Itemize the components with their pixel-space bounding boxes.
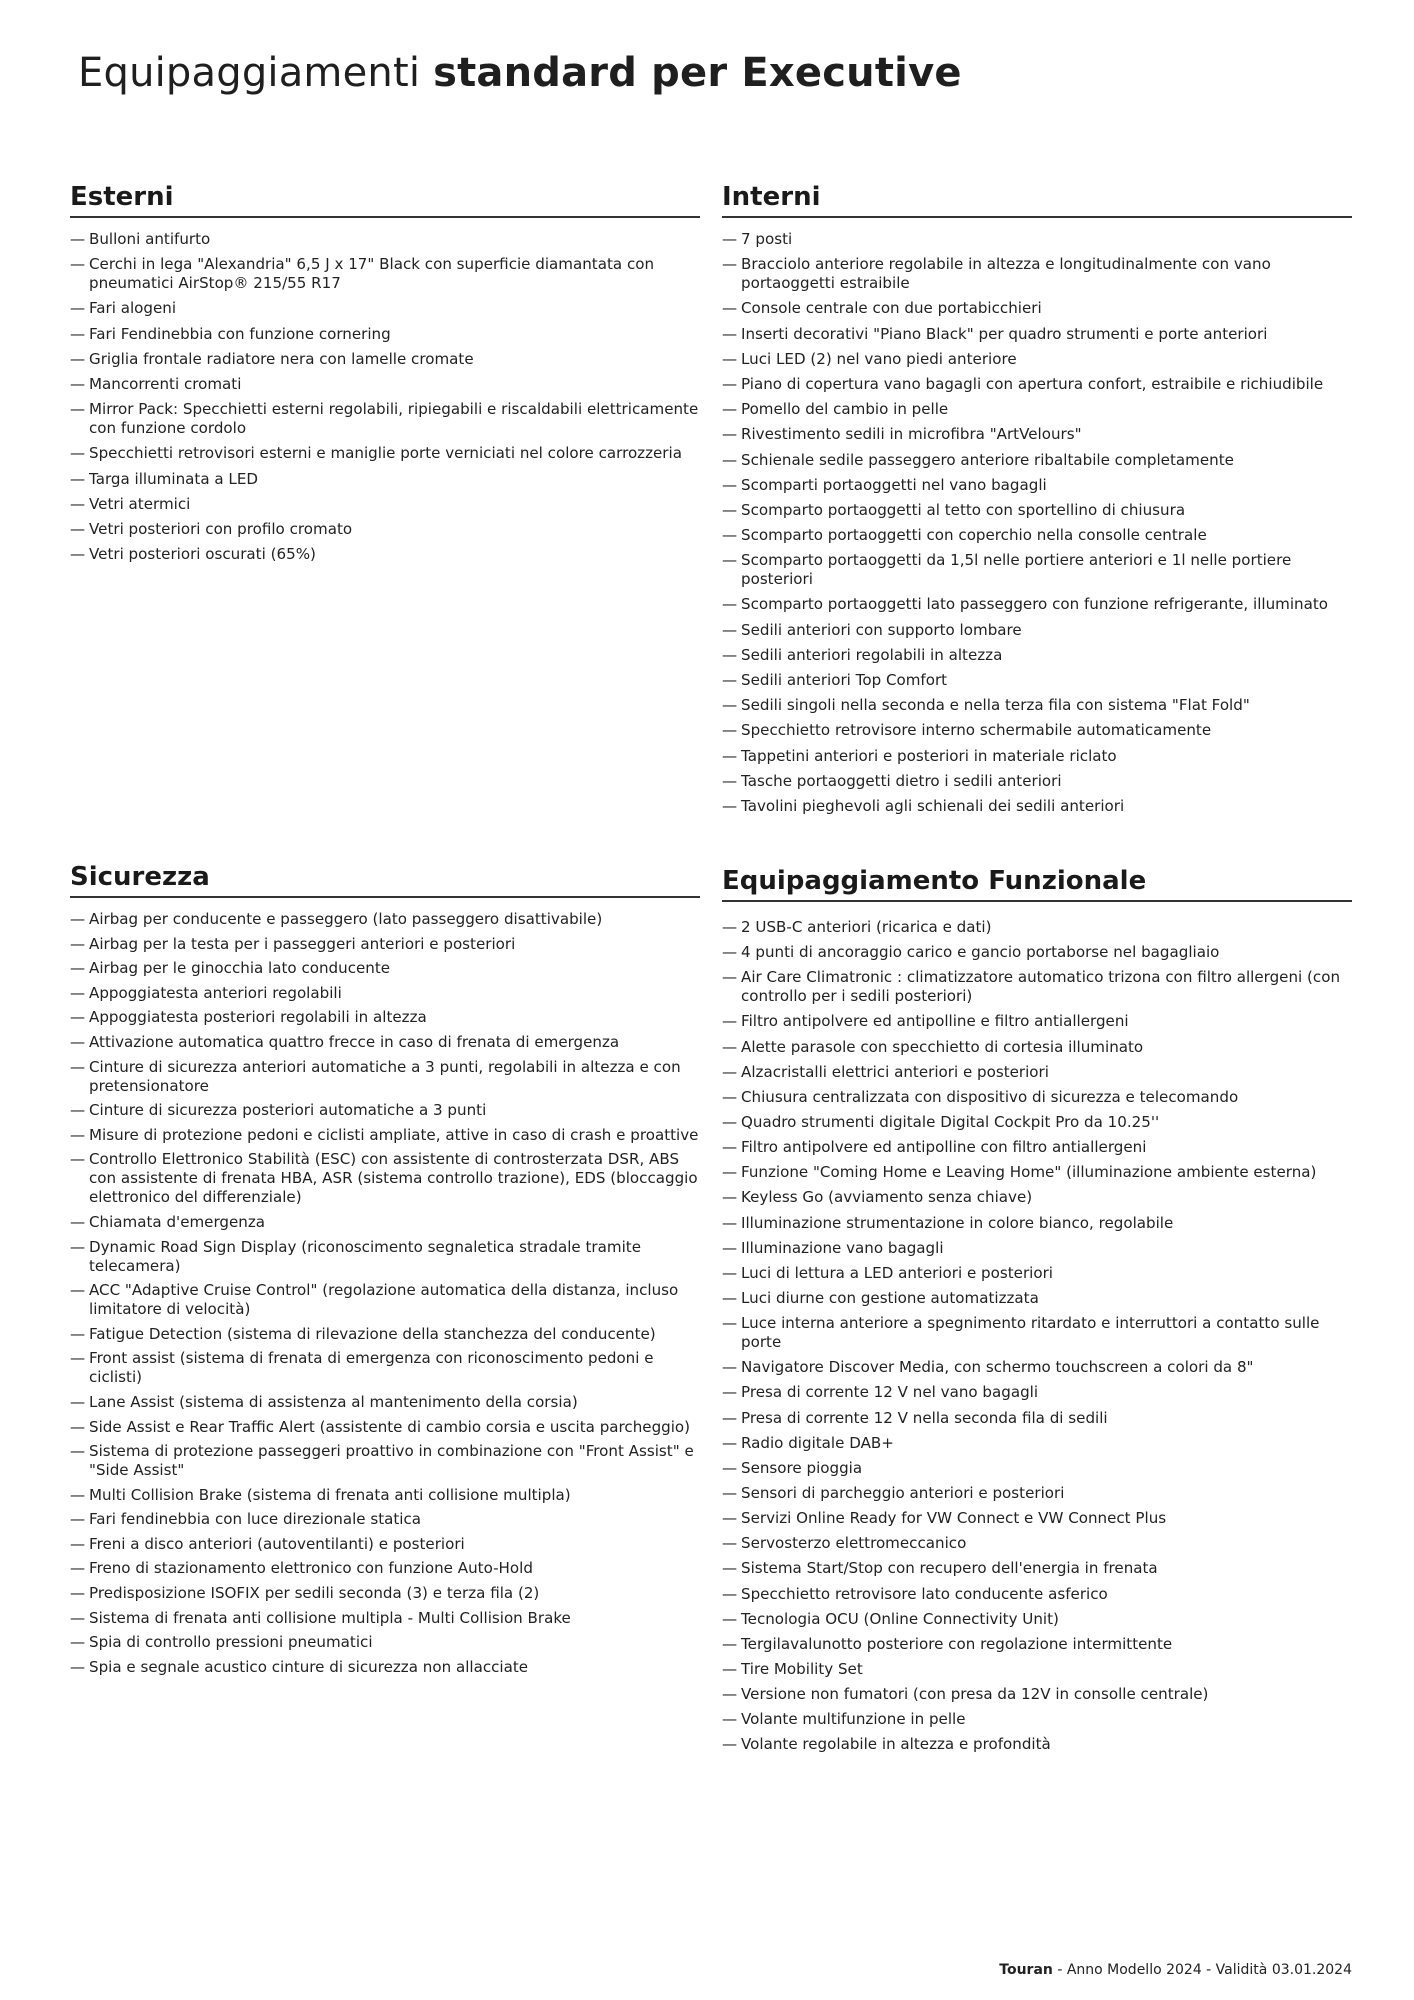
- list-item: — Funzione "Coming Home e Leaving Home" (illuminazione ambiente esterna): [722, 1163, 1352, 1182]
- list-item: — Illuminazione vano bagagli: [722, 1239, 1352, 1258]
- list-item: — Luce interna anteriore a spegnimento ritardato e interruttori a contatto sulle porte: [722, 1314, 1352, 1352]
- list-item: — Versione non fumatori (con presa da 12V in consolle centrale): [722, 1685, 1352, 1704]
- list-item: — Air Care Climatronic : climatizzatore automatico trizona con filtro allergeni (con controllo per i sedili posteriori): [722, 968, 1352, 1006]
- list-item: — Console centrale con due portabicchieri: [722, 299, 1352, 318]
- footer-model: Touran: [999, 1962, 1053, 1978]
- list-item: — Fari alogeni: [70, 299, 700, 318]
- list-item: — Airbag per le ginocchia lato conducente: [70, 959, 700, 978]
- list-item: — Tasche portaoggetti dietro i sedili anteriori: [722, 772, 1352, 791]
- list-item: — Airbag per conducente e passeggero (lato passeggero disattivabile): [70, 910, 700, 929]
- list-item: — Griglia frontale radiatore nera con lamelle cromate: [70, 350, 700, 369]
- list-item: — Luci diurne con gestione automatizzata: [722, 1289, 1352, 1308]
- list-item: — Volante regolabile in altezza e profondità: [722, 1735, 1352, 1754]
- section-equipaggiamento-funzionale: [722, 866, 1352, 1761]
- list-item: — Servizi Online Ready for VW Connect e VW Connect Plus: [722, 1509, 1352, 1528]
- list-item: — Attivazione automatica quattro frecce in caso di frenata di emergenza: [70, 1033, 700, 1052]
- list-item: — Lane Assist (sistema di assistenza al mantenimento della corsia): [70, 1393, 700, 1412]
- page-title-light: Equipaggiamenti: [78, 50, 434, 96]
- item-list: [722, 230, 1352, 816]
- list-item: — Targa illuminata a LED: [70, 470, 700, 489]
- list-item: — Spia e segnale acustico cinture di sicurezza non allacciate: [70, 1658, 700, 1677]
- list-item: — Inserti decorativi "Piano Black" per quadro strumenti e porte anteriori: [722, 325, 1352, 344]
- list-item: — Appoggiatesta anteriori regolabili: [70, 984, 700, 1003]
- list-item: — Cinture di sicurezza posteriori automatiche a 3 punti: [70, 1101, 700, 1120]
- list-item: — Bulloni antifurto: [70, 230, 700, 249]
- list-item: — Airbag per la testa per i passeggeri anteriori e posteriori: [70, 935, 700, 954]
- list-item: — Scomparto portaoggetti da 1,5l nelle portiere anteriori e 1l nelle portiere posteriori: [722, 551, 1352, 589]
- list-item: — Illuminazione strumentazione in colore bianco, regolabile: [722, 1214, 1352, 1233]
- list-item: — Sistema Start/Stop con recupero dell'energia in frenata: [722, 1559, 1352, 1578]
- list-item: — Vetri posteriori oscurati (65%): [70, 545, 700, 564]
- list-item: — Misure di protezione pedoni e ciclisti ampliate, attive in caso di crash e proattive: [70, 1126, 700, 1145]
- section-interni: [722, 182, 1352, 822]
- list-item: — Keyless Go (avviamento senza chiave): [722, 1188, 1352, 1207]
- list-item: — Filtro antipolvere ed antipolline con filtro antiallergeni: [722, 1138, 1352, 1157]
- list-item: — Scomparti portaoggetti nel vano bagagli: [722, 476, 1352, 495]
- section-heading: [70, 182, 700, 218]
- list-item: — Rivestimento sedili in microfibra "ArtVelours": [722, 425, 1352, 444]
- section-esterni: [70, 182, 700, 570]
- list-item: — 4 punti di ancoraggio carico e gancio portaborse nel bagagliaio: [722, 943, 1352, 962]
- section-heading: [722, 866, 1352, 902]
- list-item: — Scomparto portaoggetti al tetto con sportellino di chiusura: [722, 501, 1352, 520]
- list-item: — Mancorrenti cromati: [70, 375, 700, 394]
- list-item: — 2 USB-C anteriori (ricarica e dati): [722, 918, 1352, 937]
- list-item: — Sistema di frenata anti collisione multipla - Multi Collision Brake: [70, 1609, 700, 1628]
- list-item: — Alette parasole con specchietto di cortesia illuminato: [722, 1038, 1352, 1057]
- list-item: — Front assist (sistema di frenata di emergenza con riconoscimento pedoni e ciclisti): [70, 1349, 700, 1387]
- list-item: — Sedili singoli nella seconda e nella terza fila con sistema "Flat Fold": [722, 696, 1352, 715]
- list-item: — Mirror Pack: Specchietti esterni regolabili, ripiegabili e riscaldabili elettricamente con funzione cordolo: [70, 400, 700, 438]
- list-item: — Navigatore Discover Media, con schermo touchscreen a colori da 8": [722, 1358, 1352, 1377]
- list-item: — Tecnologia OCU (Online Connectivity Unit): [722, 1610, 1352, 1629]
- list-item: — Sensore pioggia: [722, 1459, 1352, 1478]
- list-item: — Dynamic Road Sign Display (riconoscimento segnaletica stradale tramite telecamera): [70, 1238, 700, 1276]
- list-item: — Luci LED (2) nel vano piedi anteriore: [722, 350, 1352, 369]
- section-heading-text: Interni: [722, 182, 821, 212]
- list-item: — Bracciolo anteriore regolabile in altezza e longitudinalmente con vano portaoggetti estraibile: [722, 255, 1352, 293]
- page-title-bold: standard per Executive: [433, 50, 962, 96]
- list-item: — Alzacristalli elettrici anteriori e posteriori: [722, 1063, 1352, 1082]
- list-item: — Specchietti retrovisori esterni e maniglie porte verniciati nel colore carrozzeria: [70, 444, 700, 463]
- list-item: — Schienale sedile passeggero anteriore ribaltabile completamente: [722, 451, 1352, 470]
- list-item: — Appoggiatesta posteriori regolabili in altezza: [70, 1008, 700, 1027]
- list-item: — Servosterzo elettromeccanico: [722, 1534, 1352, 1553]
- list-item: — Vetri atermici: [70, 495, 700, 514]
- list-item: — Sedili anteriori regolabili in altezza: [722, 646, 1352, 665]
- list-item: — Freni a disco anteriori (autoventilanti) e posteriori: [70, 1535, 700, 1554]
- footer-validity: - Anno Modello 2024 - Validità 03.01.2024: [1052, 1962, 1352, 1978]
- section-heading: [722, 182, 1352, 218]
- list-item: — Specchietto retrovisore interno schermabile automaticamente: [722, 721, 1352, 740]
- list-item: — Chiusura centralizzata con dispositivo di sicurezza e telecomando: [722, 1088, 1352, 1107]
- item-list: [70, 910, 700, 1677]
- list-item: — Freno di stazionamento elettronico con funzione Auto-Hold: [70, 1559, 700, 1578]
- page-title: [78, 50, 962, 96]
- section-heading: [70, 862, 700, 898]
- item-list: [722, 918, 1352, 1754]
- list-item: — Vetri posteriori con profilo cromato: [70, 520, 700, 539]
- list-item: — Sedili anteriori Top Comfort: [722, 671, 1352, 690]
- list-item: — Specchietto retrovisore lato conducente asferico: [722, 1585, 1352, 1604]
- list-item: — Filtro antipolvere ed antipolline e filtro antiallergeni: [722, 1012, 1352, 1031]
- list-item: — Fari Fendinebbia con funzione cornering: [70, 325, 700, 344]
- list-item: — Fari fendinebbia con luce direzionale statica: [70, 1510, 700, 1529]
- list-item: — Tappetini anteriori e posteriori in materiale riclato: [722, 747, 1352, 766]
- list-item: — Tavolini pieghevoli agli schienali dei sedili anteriori: [722, 797, 1352, 816]
- list-item: — Presa di corrente 12 V nel vano bagagli: [722, 1383, 1352, 1402]
- list-item: — Piano di copertura vano bagagli con apertura confort, estraibile e richiudibile: [722, 375, 1352, 394]
- list-item: — 7 posti: [722, 230, 1352, 249]
- section-heading-text: Equipaggiamento Funzionale: [722, 866, 1147, 896]
- list-item: — Scomparto portaoggetti lato passeggero con funzione refrigerante, illuminato: [722, 595, 1352, 614]
- list-item: — Tergilavalunotto posteriore con regolazione intermittente: [722, 1635, 1352, 1654]
- section-sicurezza: [70, 862, 700, 1682]
- list-item: — Predisposizione ISOFIX per sedili seconda (3) e terza fila (2): [70, 1584, 700, 1603]
- list-item: — Cinture di sicurezza anteriori automatiche a 3 punti, regolabili in altezza e con pretensionatore: [70, 1058, 700, 1096]
- footer: [999, 1962, 1352, 1978]
- list-item: — Fatigue Detection (sistema di rilevazione della stanchezza del conducente): [70, 1325, 700, 1344]
- list-item: — Spia di controllo pressioni pneumatici: [70, 1633, 700, 1652]
- list-item: — Multi Collision Brake (sistema di frenata anti collisione multipla): [70, 1486, 700, 1505]
- list-item: — Cerchi in lega "Alexandria" 6,5 J x 17" Black con superficie diamantata con pneumatici AirStop® 215/55 R17: [70, 255, 700, 293]
- list-item: — Radio digitale DAB+: [722, 1434, 1352, 1453]
- list-item: — Controllo Elettronico Stabilità (ESC) con assistente di controsterzata DSR, ABS con assistente di frenata HBA, ASR (sistema controllo trazione), EDS (bloccaggio elettronico del differenziale): [70, 1150, 700, 1207]
- list-item: — Sedili anteriori con supporto lombare: [722, 621, 1352, 640]
- list-item: — Sensori di parcheggio anteriori e posteriori: [722, 1484, 1352, 1503]
- list-item: — Quadro strumenti digitale Digital Cockpit Pro da 10.25'': [722, 1113, 1352, 1132]
- list-item: — Scomparto portaoggetti con coperchio nella consolle centrale: [722, 526, 1352, 545]
- section-heading-text: Esterni: [70, 182, 174, 212]
- list-item: — Tire Mobility Set: [722, 1660, 1352, 1679]
- list-item: — Sistema di protezione passeggeri proattivo in combinazione con "Front Assist" e "Side Assist": [70, 1442, 700, 1480]
- list-item: — Luci di lettura a LED anteriori e posteriori: [722, 1264, 1352, 1283]
- list-item: — Pomello del cambio in pelle: [722, 400, 1352, 419]
- list-item: — Presa di corrente 12 V nella seconda fila di sedili: [722, 1409, 1352, 1428]
- section-heading-text: Sicurezza: [70, 862, 210, 892]
- item-list: [70, 230, 700, 564]
- list-item: — Chiamata d'emergenza: [70, 1213, 700, 1232]
- list-item: — ACC "Adaptive Cruise Control" (regolazione automatica della distanza, incluso limitatore di velocità): [70, 1281, 700, 1319]
- list-item: — Side Assist e Rear Traffic Alert (assistente di cambio corsia e uscita parcheggio): [70, 1418, 700, 1437]
- list-item: — Volante multifunzione in pelle: [722, 1710, 1352, 1729]
